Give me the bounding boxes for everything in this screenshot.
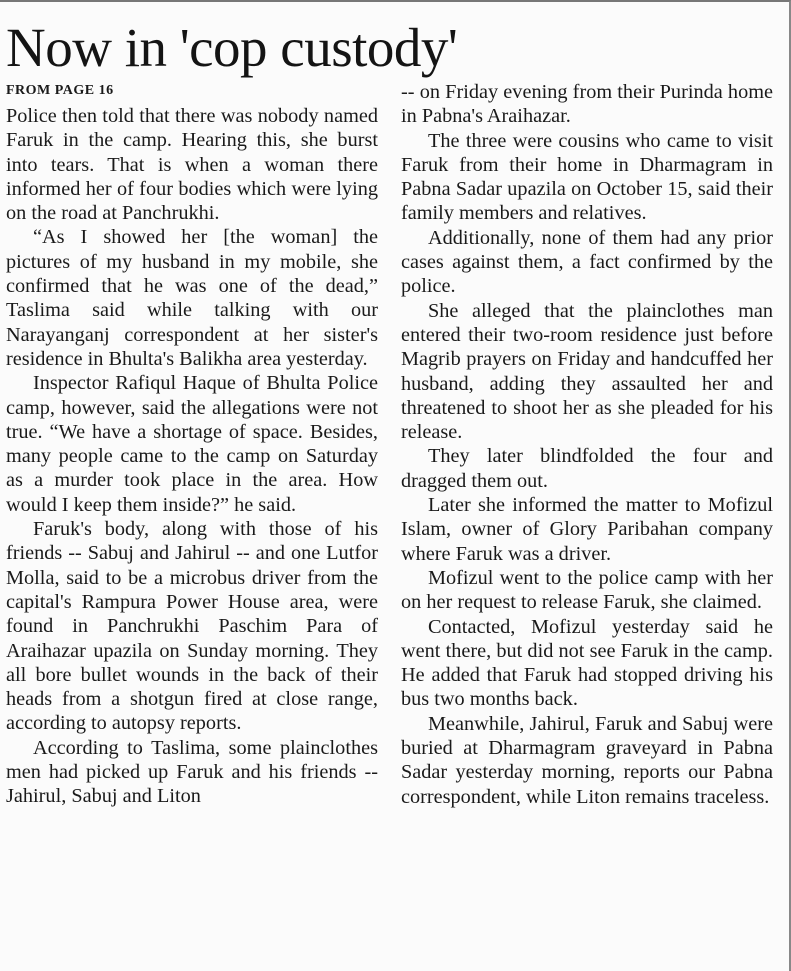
paragraph: -- on Friday evening from their Purinda home in Pabna's Araihazar.: [401, 81, 773, 128]
paragraph: Additionally, none of them had any prior cases against them, a fact confirmed by the police.: [401, 226, 773, 298]
right-column: [401, 80, 773, 809]
paragraph: They later blindfolded the four and dragged them out.: [401, 445, 773, 492]
paragraph: Contacted, Mofizul yesterday said he went there, but did not see Faruk in the camp. He added that Faruk had stopped driving his bus two months back.: [401, 615, 773, 711]
paragraph: Mofizul went to the police camp with her on her request to release Faruk, she claimed.: [401, 566, 773, 614]
paragraph: Inspector Rafiqul Haque of Bhulta Police camp, however, said the allegations were not true. “We have a shortage of space. Besides, many people came to the camp on Saturday as a murder took place in the area. How would I keep them inside?” he said.: [6, 372, 378, 516]
paragraph: According to Taslima, some plainclothes men had picked up Faruk and his friends -- Jahirul, Sabuj and Liton: [6, 736, 378, 808]
paragraph: Police then told that there was nobody named Faruk in the camp. Hearing this, she burst into tears. That is when a woman there informed her of four bodies which were lying on the road at Panchrukhi.: [6, 105, 378, 225]
paragraph: The three were cousins who came to visit Faruk from their home in Dharmagram in Pabna Sadar upazila on October 15, said their family members and relatives.: [401, 129, 773, 225]
paragraph: She alleged that the plainclothes man entered their two-room residence just before Magrib prayers on Friday and handcuffed her husband, adding they assaulted her and threatened to shoot her as she pleaded for his release.: [401, 299, 773, 444]
paragraph: “As I showed her [the woman] the pictures of my husband in my mobile, she confirmed that he was one of the dead,” Taslima said while talking with our Narayanganj correspondent at her sister's residence in Bhulta's Balikha area yesterday.: [6, 226, 378, 370]
headline: Now in 'cop custody': [6, 17, 458, 78]
paragraph: Later she informed the matter to Mofizul Islam, owner of Glory Paribahan company where Faruk was a driver.: [401, 494, 773, 565]
continuation-kicker: FROM PAGE 16: [6, 83, 114, 98]
paragraph: Meanwhile, Jahirul, Faruk and Sabuj were buried at Dharmagram graveyard in Pabna Sadar yesterday morning, reports our Pabna correspondent, while Liton remains traceless.: [401, 712, 773, 808]
left-column: [6, 104, 378, 809]
paragraph: Faruk's body, along with those of his friends -- Sabuj and Jahirul -- and one Lutfor Molla, said to be a microbus driver from the capital's Rampura Power House area, were found in Panchrukhi Paschim Para of Araihazar upazila on Sunday morning. They all bore bullet wounds in the back of their heads from a shotgun fired at close range, according to autopsy reports.: [6, 518, 378, 735]
